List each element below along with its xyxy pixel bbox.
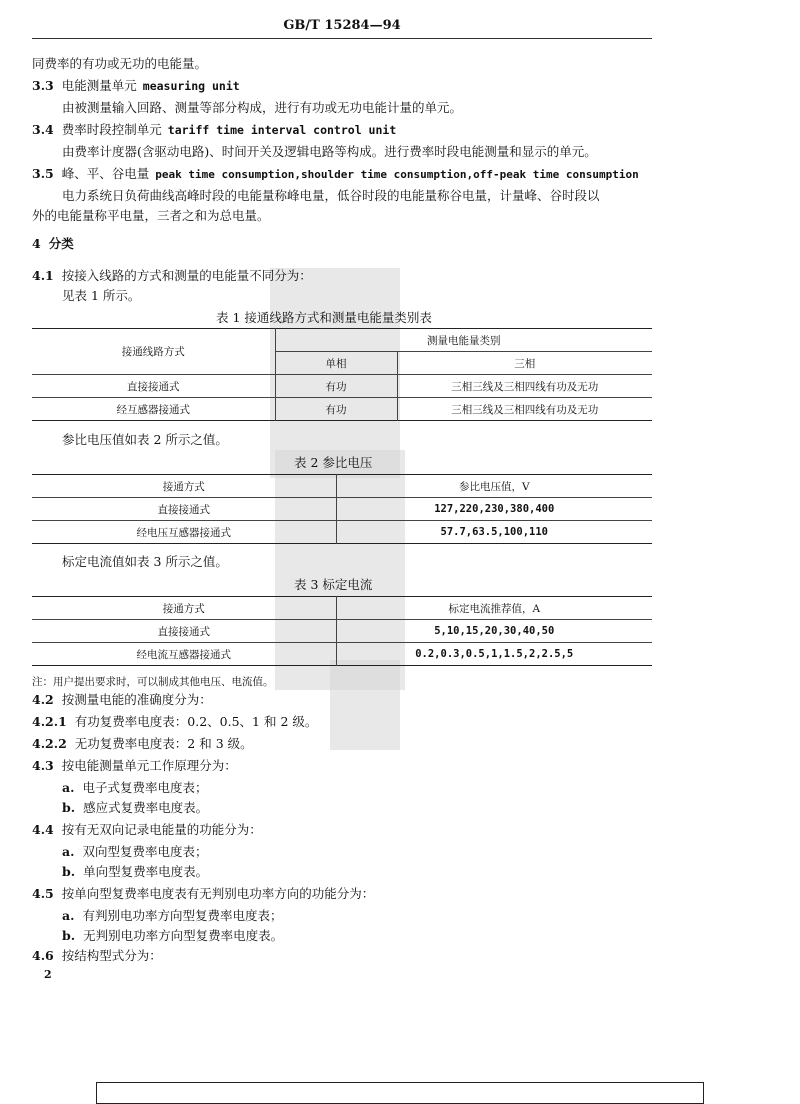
term-en: peak time consumption,shoulder time consumption,off-peak time consumption xyxy=(155,168,639,181)
table-2-header-method: 接通方式 xyxy=(162,480,205,493)
see-table-1: 见表 1 所示。 xyxy=(62,288,141,303)
section-4-6-heading xyxy=(32,948,162,964)
section-4-heading xyxy=(32,236,74,252)
table-1-header-category: 测量电能量类别 xyxy=(275,329,652,352)
list-item xyxy=(62,844,207,860)
list-item xyxy=(62,800,208,816)
section-4-3-heading xyxy=(32,758,237,774)
table-row xyxy=(32,398,652,421)
list-item xyxy=(62,864,208,880)
section-number: 4.5 xyxy=(32,886,54,901)
table-3-cell-method: 直接接通式 xyxy=(32,620,336,643)
term-zh: 峰、平、谷电量 xyxy=(61,166,150,181)
table-1-cell-single: 有功 xyxy=(275,398,397,421)
table-3 xyxy=(32,596,652,666)
list-marker: b. xyxy=(62,800,76,815)
section-4-1-heading xyxy=(32,268,312,284)
section-text: 有功复费率电度表：0.2、0.5、1 和 2 级。 xyxy=(74,714,318,729)
table-1 xyxy=(32,328,652,421)
table-row xyxy=(32,643,652,666)
rated-current-text: 标定电流值如表 3 所示之值。 xyxy=(62,554,228,569)
section-text: 无功复费率电度表：2 和 3 级。 xyxy=(74,736,253,751)
table-row xyxy=(32,521,652,544)
table-note: 注：用户提出要求时，可以制成其他电压、电流值。 xyxy=(32,676,274,688)
table-1-cell-three: 三相三线及三相四线有功及无功 xyxy=(397,398,652,421)
section-3-5-body-2: 外的电能量称平电量，三者之和为总电量。 xyxy=(32,208,270,223)
table-row xyxy=(32,498,652,521)
table-3-cell-value: 0.2,0.3,0.5,1,1.5,2,2.5,5 xyxy=(336,643,652,666)
list-item xyxy=(62,908,282,924)
section-number: 3.5 xyxy=(32,166,54,181)
table-3-header-method: 接通方式 xyxy=(162,602,205,615)
section-4-2-1 xyxy=(32,714,317,730)
table-3-cell-value: 5,10,15,20,30,40,50 xyxy=(336,620,652,643)
section-number: 4.2.2 xyxy=(32,736,67,751)
term-zh: 费率时段控制单元 xyxy=(61,122,162,137)
table-2-cell-value: 57.7,63.5,100,110 xyxy=(336,521,652,544)
table-2-cell-method: 经电压互感器接通式 xyxy=(32,521,336,544)
list-marker: b. xyxy=(62,928,76,943)
section-text: 按电能测量单元工作原理分为： xyxy=(61,758,237,773)
list-marker: a. xyxy=(62,844,75,859)
table-2 xyxy=(32,474,652,544)
table-3-caption: 表 3 标定电流 xyxy=(294,577,373,592)
section-number: 4.2.1 xyxy=(32,714,67,729)
section-3-4-heading xyxy=(32,122,396,138)
section-number: 4.2 xyxy=(32,692,54,707)
header-rule xyxy=(32,38,652,39)
section-text: 按接入线路的方式和测量的电能量不同分为： xyxy=(61,268,312,283)
table-1-caption: 表 1 接通线路方式和测量电能量类别表 xyxy=(216,310,432,325)
table-1-header-single: 单相 xyxy=(275,352,397,375)
next-page-frame-edge xyxy=(96,1082,704,1104)
table-3-cell-method: 经电流互感器接通式 xyxy=(32,643,336,666)
section-number: 4.6 xyxy=(32,948,54,963)
section-number: 4.1 xyxy=(32,268,54,283)
section-number: 3.3 xyxy=(32,78,54,93)
list-item xyxy=(62,928,283,944)
list-text: 有判别电功率方向型复费率电度表； xyxy=(82,908,283,923)
list-marker: b. xyxy=(62,864,76,879)
list-text: 单向型复费率电度表。 xyxy=(83,864,209,879)
table-1-cell-method: 直接接通式 xyxy=(32,375,275,398)
section-3-4-body: 由费率计度器(含驱动电路)、时间开关及逻辑电路等构成。进行费率时段电能测量和显示的单元。 xyxy=(62,144,597,159)
table-1-header-method: 接通线路方式 xyxy=(121,346,185,358)
section-title: 分类 xyxy=(48,236,74,251)
table-2-cell-method: 直接接通式 xyxy=(32,498,336,521)
table-2-header-value: 参比电压值，V xyxy=(336,475,652,498)
section-4-2-heading xyxy=(32,692,212,708)
table-1-header-three: 三相 xyxy=(397,352,652,375)
term-en: measuring unit xyxy=(142,79,240,93)
watermark-band-lower xyxy=(330,660,400,750)
term-zh: 电能测量单元 xyxy=(61,78,137,93)
section-text: 按有无双向记录电能量的功能分为： xyxy=(61,822,262,837)
section-3-5-heading xyxy=(32,166,639,183)
section-number: 3.4 xyxy=(32,122,54,137)
section-3-3-heading xyxy=(32,78,240,94)
list-text: 无判别电功率方向型复费率电度表。 xyxy=(83,928,284,943)
document-code-header: GB/T 15284—94 xyxy=(283,18,401,33)
table-2-caption: 表 2 参比电压 xyxy=(294,455,373,470)
section-number: 4 xyxy=(32,236,41,251)
section-4-4-heading xyxy=(32,822,262,838)
list-item xyxy=(62,780,207,796)
section-3-3-body: 由被测量输入回路、测量等部分构成，进行有功或无功电能计量的单元。 xyxy=(62,100,463,115)
section-3-5-body-1: 电力系统日负荷曲线高峰时段的电能量称峰电量，低谷时段的电能量称谷电量，计量峰、谷时段以 xyxy=(62,188,600,203)
list-text: 双向型复费率电度表； xyxy=(82,844,208,859)
list-marker: a. xyxy=(62,780,75,795)
page-number: 2 xyxy=(44,968,52,981)
paragraph-continuation: 同费率的有功或无功的电能量。 xyxy=(32,56,208,71)
list-text: 感应式复费率电度表。 xyxy=(83,800,209,815)
section-text: 按结构型式分为： xyxy=(61,948,162,963)
list-text: 电子式复费率电度表； xyxy=(82,780,208,795)
section-4-2-2 xyxy=(32,736,253,752)
table-3-header-value: 标定电流推荐值，A xyxy=(336,597,652,620)
table-1-cell-three: 三相三线及三相四线有功及无功 xyxy=(397,375,652,398)
list-marker: a. xyxy=(62,908,75,923)
section-4-5-heading xyxy=(32,886,374,902)
table-1-cell-single: 有功 xyxy=(275,375,397,398)
section-text: 按单向型复费率电度表有无判别电功率方向的功能分为： xyxy=(61,886,375,901)
table-row xyxy=(32,375,652,398)
table-1-cell-method: 经互感器接通式 xyxy=(32,398,275,421)
section-number: 4.4 xyxy=(32,822,54,837)
table-row xyxy=(32,620,652,643)
ref-voltage-text: 参比电压值如表 2 所示之值。 xyxy=(62,432,228,447)
section-text: 按测量电能的准确度分为： xyxy=(61,692,212,707)
term-en: tariff time interval control unit xyxy=(167,123,397,137)
section-number: 4.3 xyxy=(32,758,54,773)
table-2-cell-value: 127,220,230,380,400 xyxy=(336,498,652,521)
